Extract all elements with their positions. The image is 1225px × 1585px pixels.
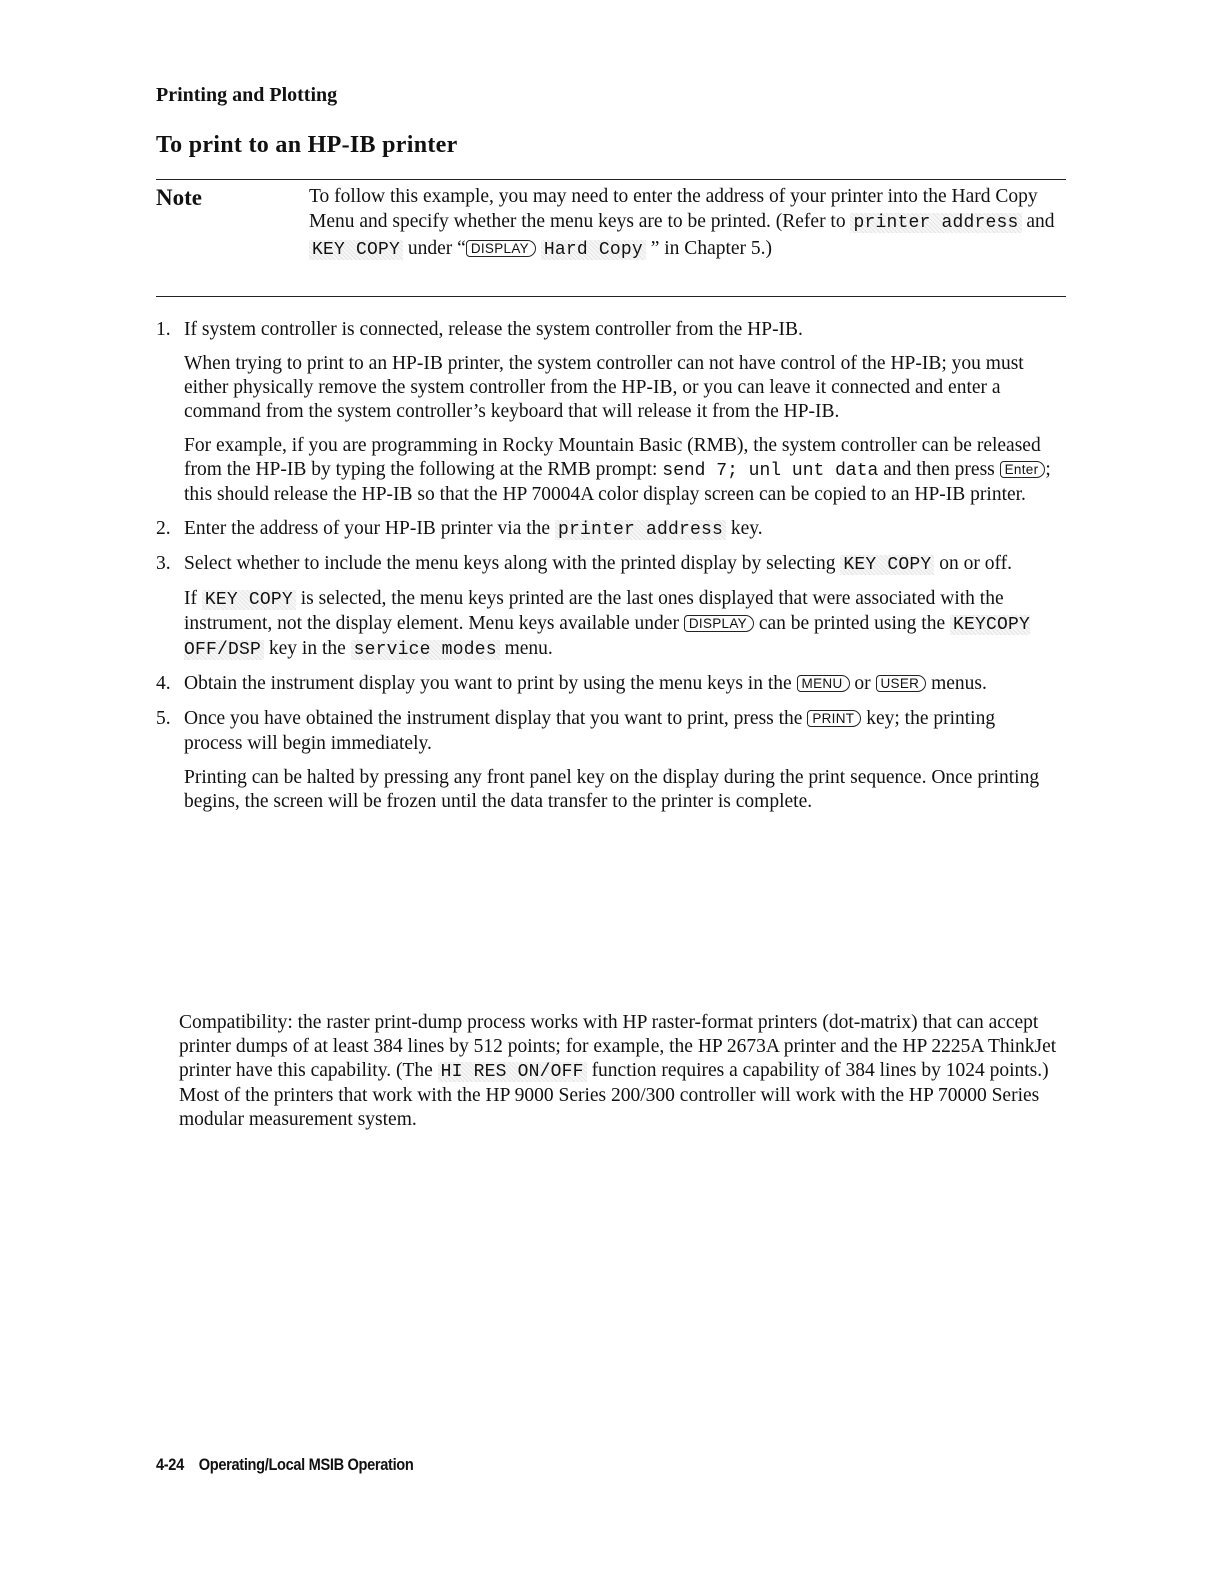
note-label: Note	[156, 185, 202, 210]
step-number: 2.	[156, 518, 171, 539]
step-3	[156, 552, 1056, 662]
step-number: 1.	[156, 319, 171, 340]
softkey-hard-copy: Hard Copy	[541, 240, 646, 260]
section-title: To print to an HP-IB printer	[156, 132, 458, 158]
step-text: Select whether to include the menu keys along with the printed display by selecting KEY COPY on or off.	[184, 553, 1012, 575]
step-text: Once you have obtained the instrument display that you want to print, press the PRINT key; the printing process will begin immediately.	[184, 708, 996, 754]
note-top-rule	[156, 179, 1066, 180]
step-number: 3.	[156, 553, 171, 574]
hardkey-display: DISPLAY	[684, 615, 754, 632]
procedure-steps	[156, 318, 1056, 824]
step-text: Enter the address of your HP-IB printer via the printer address key.	[184, 518, 763, 540]
softkey-key-copy: KEY COPY	[840, 555, 934, 575]
hardkey-menu: MENU	[797, 675, 850, 692]
step-text: If system controller is connected, release the system controller from the HP-IB.	[184, 319, 803, 340]
step-4	[156, 672, 1056, 697]
note-bottom-rule	[156, 296, 1066, 297]
step-detail: Printing can be halted by pressing any front panel key on the display during the print sequence. Once printing begins, the screen will be frozen until the data transfer to the printer is complete.	[184, 767, 1040, 812]
hardkey-enter: Enter	[1000, 461, 1046, 478]
step-detail: If KEY COPY is selected, the menu keys printed are the last ones displayed that were associated with the instrument, not the display element. Menu keys available under DISPLAY can be printed using the KEYCOPY OFF/DSP key in the service modes menu.	[184, 588, 1031, 660]
softkey-key-copy: KEY COPY	[309, 240, 403, 260]
step-2	[156, 517, 1056, 542]
running-header: Printing and Plotting	[156, 84, 338, 106]
step-number: 4.	[156, 673, 171, 694]
softkey-keycopy-off-dsp: KEYCOPY OFF/DSP	[184, 615, 1031, 660]
softkey-hi-res-on-off: HI RES ON/OFF	[438, 1062, 587, 1082]
step-example: For example, if you are programming in Rocky Mountain Basic (RMB), the system controller can be released from the HP-IB by typing the following at the RMB prompt: send 7; unl unt data and then press Enter ; this should release the HP-IB so that the HP 70004A color display screen can be copied to an HP-IB printer.	[184, 435, 1051, 505]
page-footer	[156, 1455, 413, 1475]
step-detail: When trying to print to an HP-IB printer, the system controller can not have control of the HP-IB; you must either physically remove the system controller from the HP-IB, or you can leave it connected and enter a command from the system controller’s keyboard that will release it from the HP-IB.	[184, 353, 1024, 422]
softkey-printer-address: printer address	[850, 213, 1021, 233]
step-text: Obtain the instrument display you want to print by using the menu keys in the MENU or USER menus.	[184, 673, 987, 694]
softkey-key-copy: KEY COPY	[202, 590, 296, 610]
step-number: 5.	[156, 708, 171, 729]
code-command: send 7; unl unt data	[662, 461, 879, 481]
hardkey-print: PRINT	[807, 710, 861, 727]
step-5	[156, 707, 1056, 814]
note-body: To follow this example, you may need to enter the address of your printer into the Hard Copy Menu and specify whether the menu keys are to be printed. (Refer to printer address and KEY COPY under “ DISPLAY Hard Copy ” in Chapter 5.)	[309, 186, 1055, 260]
step-1	[156, 318, 1056, 507]
softkey-service-modes: service modes	[351, 640, 500, 660]
footer-section: Operating/Local MSIB Operation	[198, 1455, 414, 1474]
hardkey-display: DISPLAY	[466, 240, 536, 257]
page-number: 4-24	[156, 1455, 184, 1474]
hardkey-user: USER	[876, 675, 927, 692]
compatibility-paragraph: Compatibility: the raster print-dump process works with HP raster-format printers (dot-matrix) that can accept printer dumps of at least 384 lines by 512 points; for example, the HP 2673A printer and the HP 2225A ThinkJet printer have this capability. (The HI RES ON/OFF function requires a capability of 384 lines by 1024 points.) Most of the printers that work with the HP 9000 Series 200/300 controller will work with the HP 70000 Series modular measurement system.	[179, 1012, 1057, 1130]
softkey-printer-address: printer address	[555, 520, 726, 540]
